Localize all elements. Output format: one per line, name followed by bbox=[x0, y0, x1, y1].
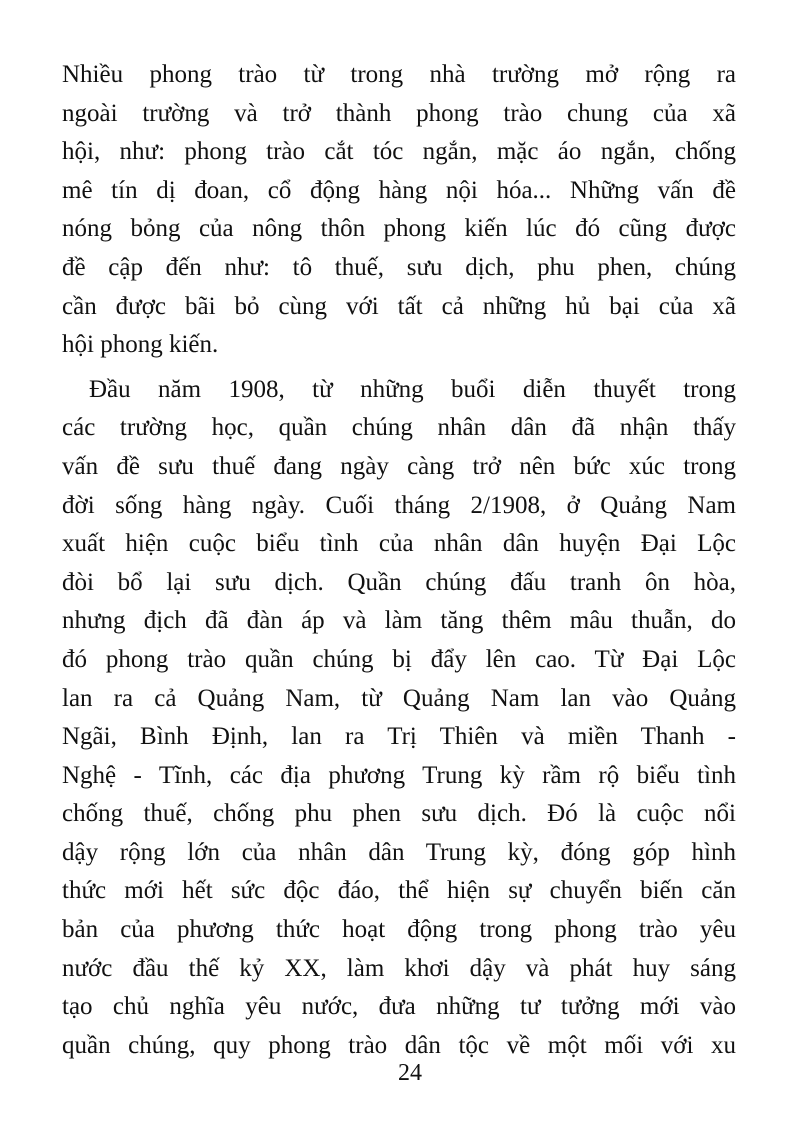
text-line: đó phong trào quần chúng bị đẩy lên cao. Từ Đại Lộc bbox=[62, 645, 736, 673]
text-line: mê tín dị đoan, cổ động hàng nội hóa... Những vấn đề bbox=[62, 176, 736, 204]
text-line: thức mới hết sức độc đáo, thể hiện sự chuyển biến căn bbox=[62, 877, 736, 905]
text-line: chống thuế, chống phu phen sưu dịch. Đó là cuộc nổi bbox=[62, 800, 736, 828]
text-line: ngoài trường và trở thành phong trào chung của xã bbox=[62, 99, 736, 127]
text-line: bản của phương thức hoạt động trong phong trào yêu bbox=[62, 916, 736, 944]
text-line: Ngãi, Bình Định, lan ra Trị Thiên và miền Thanh - bbox=[62, 723, 736, 751]
text-line: quần chúng, quy phong trào dân tộc về một mối với xu bbox=[62, 1031, 736, 1059]
text-line: nhưng địch đã đàn áp và làm tăng thêm mâu thuẫn, do bbox=[62, 607, 736, 635]
text-line: tạo chủ nghĩa yêu nước, đưa những tư tưởng mới vào bbox=[62, 993, 736, 1021]
page-number: 24 bbox=[398, 1060, 422, 1086]
text-line: Nhiều phong trào từ trong nhà trường mở rộng ra bbox=[62, 61, 736, 88]
text-line: hội phong kiến. bbox=[62, 331, 219, 359]
text-line: xuất hiện cuộc biểu tình của nhân dân huyện Đại Lộc bbox=[62, 530, 736, 558]
text-line: Đầu năm 1908, từ những buổi diễn thuyết trong bbox=[89, 375, 736, 403]
page-body bbox=[62, 56, 736, 1065]
text-line: cần được bãi bỏ cùng với tất cả những hủ bại của xã bbox=[62, 292, 736, 320]
text-line: vấn đề sưu thuế đang ngày càng trở nên bức xúc trong bbox=[62, 452, 736, 480]
text-line: đời sống hàng ngày. Cuối tháng 2/1908, ở Quảng Nam bbox=[62, 491, 736, 519]
text-line: đề cập đến như: tô thuế, sưu dịch, phu phen, chúng bbox=[62, 253, 736, 281]
text-line: các trường học, quần chúng nhân dân đã nhận thấy bbox=[62, 414, 736, 442]
text-line: nước đầu thế kỷ XX, làm khơi dậy và phát huy sáng bbox=[62, 954, 736, 982]
paragraph-1 bbox=[62, 56, 736, 365]
text-line: đòi bổ lại sưu dịch. Quần chúng đấu tranh ôn hòa, bbox=[62, 568, 736, 596]
text-line: nóng bỏng của nông thôn phong kiến lúc đó cũng được bbox=[62, 215, 736, 243]
text-line: dậy rộng lớn của nhân dân Trung kỳ, đóng góp hình bbox=[62, 838, 736, 866]
text-line: lan ra cả Quảng Nam, từ Quảng Nam lan vào Quảng bbox=[62, 684, 736, 712]
text-line: hội, như: phong trào cắt tóc ngắn, mặc áo ngắn, chống bbox=[62, 138, 736, 166]
text-line: Nghệ - Tĩnh, các địa phương Trung kỳ rầm rộ biểu tình bbox=[62, 761, 736, 789]
paragraph-2 bbox=[62, 371, 736, 1066]
